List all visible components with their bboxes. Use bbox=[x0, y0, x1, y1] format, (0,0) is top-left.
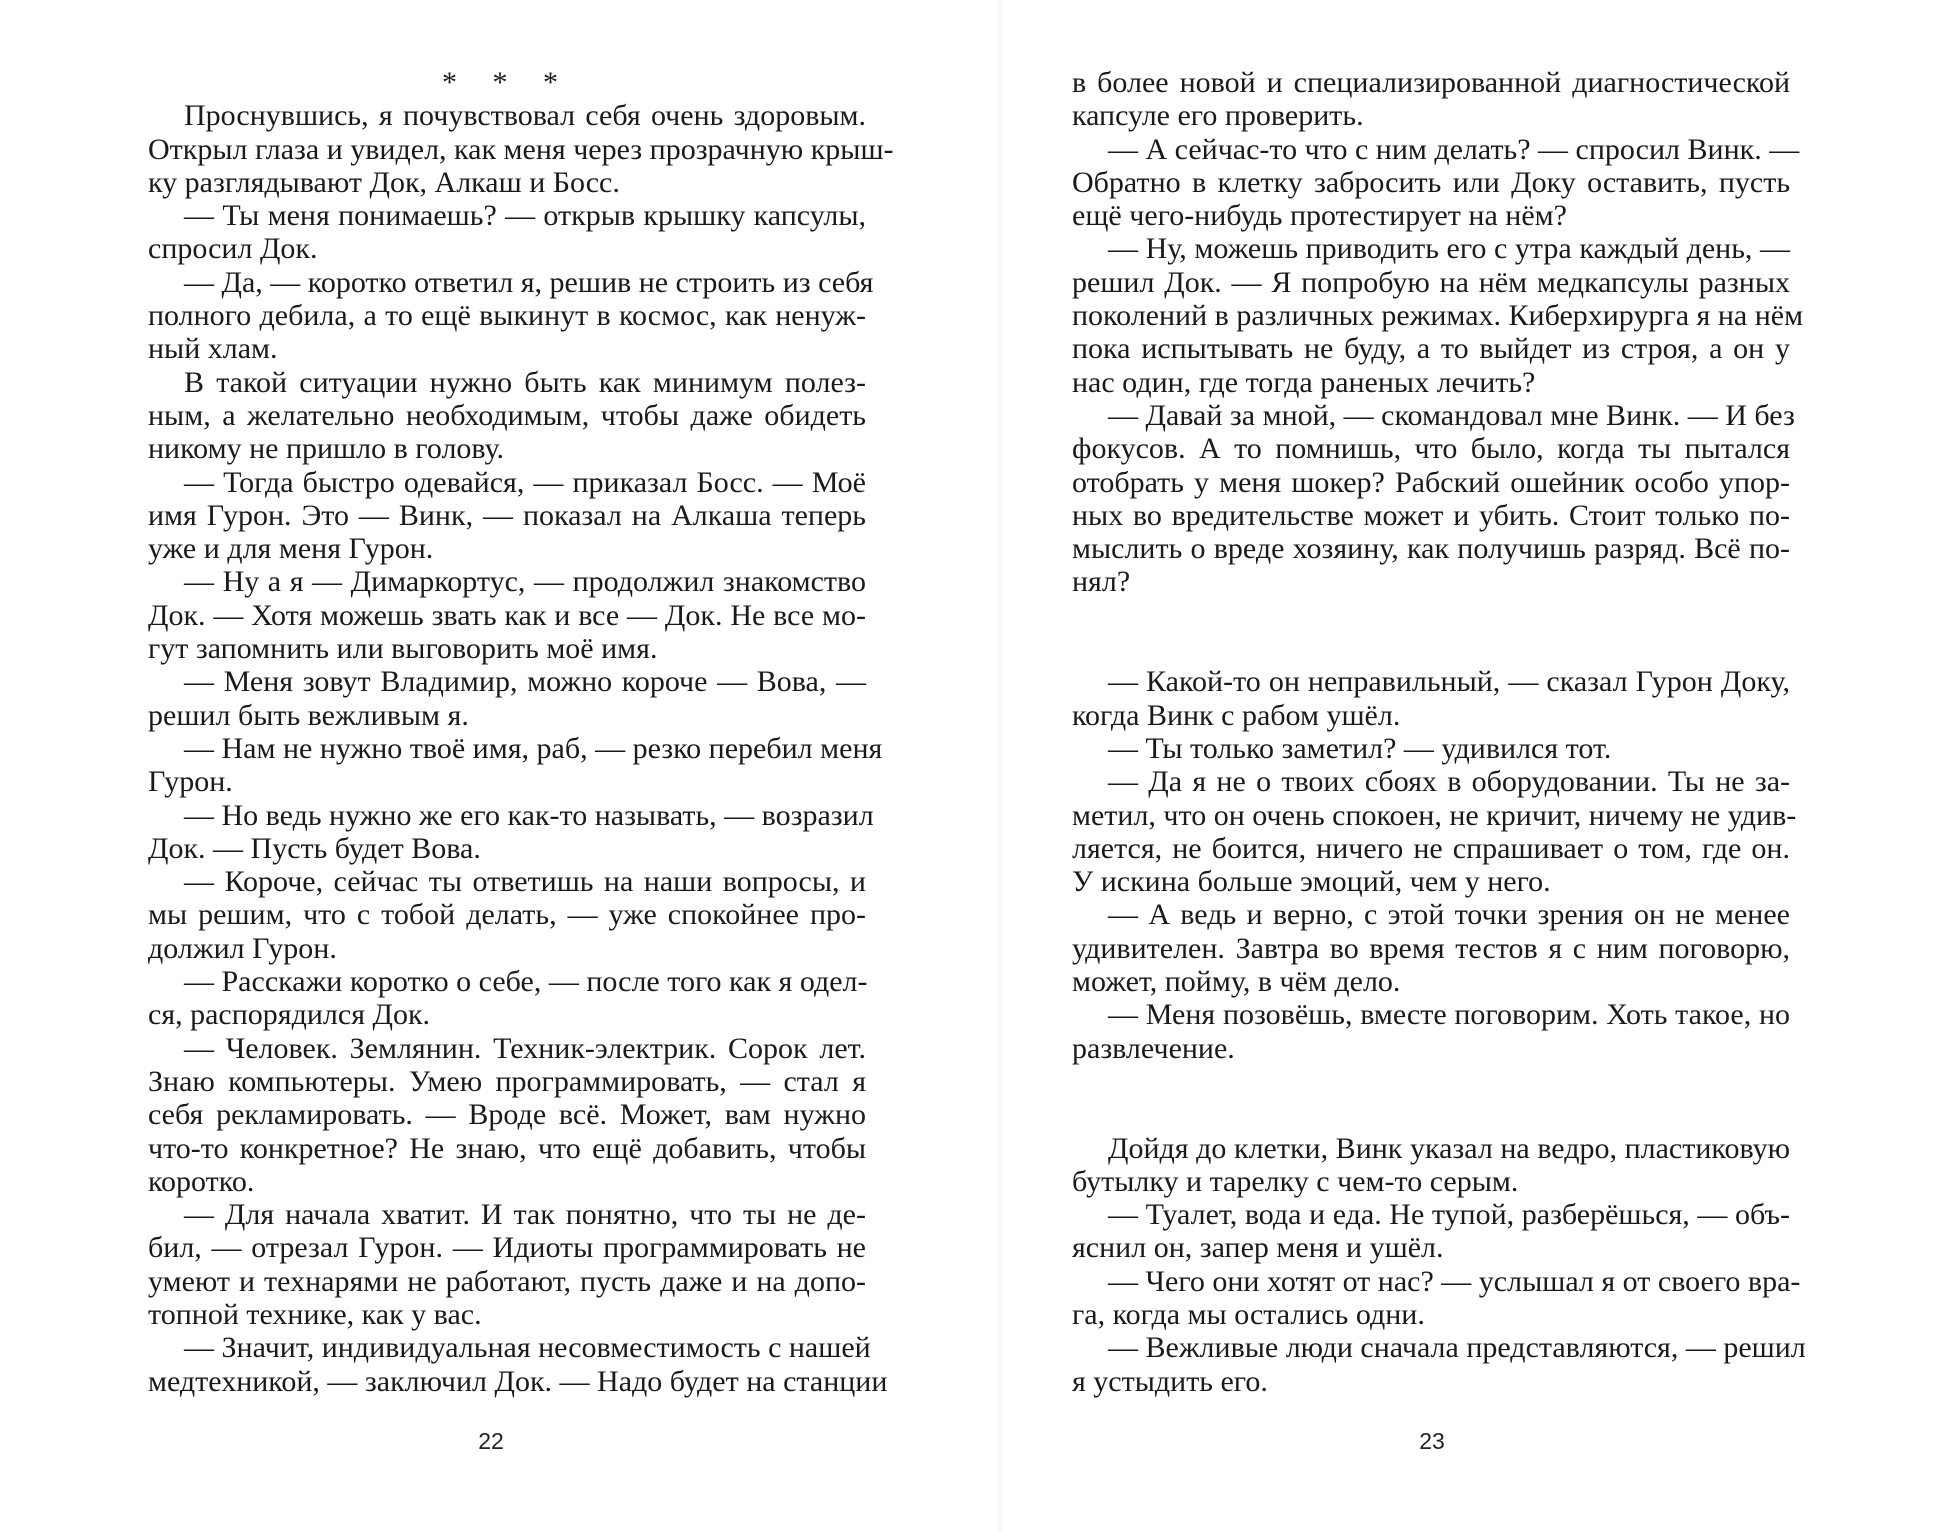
text-line: — Расскажи коротко о себе, — после того как я одел- bbox=[184, 965, 868, 999]
blank-line bbox=[1072, 599, 1790, 632]
text-line: Дойдя до клетки, Винк указал на ведро, пластиковую bbox=[1108, 1131, 1790, 1165]
blank-line bbox=[1072, 1065, 1790, 1098]
text-line: В такой ситуации нужно быть как минимум полез- bbox=[184, 365, 866, 399]
text-line: в более новой и специализированной диагностической bbox=[1072, 66, 1790, 99]
text-line: — Короче, сейчас ты ответишь на наши вопросы, и bbox=[184, 865, 866, 899]
text-line: ку разглядывают Док, Алкаш и Босс. bbox=[148, 165, 620, 199]
text-line: полного дебила, а то ещё выкинут в космос, как ненуж- bbox=[148, 299, 866, 333]
text-line: мы решим, что с тобой делать, — уже спокойнее про- bbox=[148, 898, 866, 932]
text-line: — Да, — коротко ответил я, решив не строить из себя bbox=[184, 265, 874, 299]
text-line: может, пойму, в чём дело. bbox=[1072, 965, 1401, 999]
text-line: — Ты меня понимаешь? — открыв крышку капсулы, bbox=[184, 199, 866, 233]
text-line: Знаю компьютеры. Умею программировать, — стал я bbox=[148, 1064, 866, 1098]
blank-line bbox=[1072, 1098, 1790, 1131]
text-line: когда Винк с рабом ушёл. bbox=[1072, 698, 1401, 732]
text-line: отобрать у меня шокер? Рабский ошейник особо упор- bbox=[1072, 465, 1790, 499]
text-line: пока испытывать не буду, а то выйдет из строя, а он у bbox=[1072, 332, 1790, 366]
text-line: решил Док. — Я попробую на нём медкапсулы разных bbox=[1072, 265, 1790, 299]
text-line: Обратно в клетку забросить или Доку оставить, пусть bbox=[1072, 165, 1790, 199]
text-line: ным, а желательно необходимым, чтобы даже обидеть bbox=[148, 398, 866, 432]
text-line: имя Гурон. Это — Винк, — показал на Алкаша теперь bbox=[148, 498, 866, 532]
text-line: ных во вредительстве может и убить. Стоит только по- bbox=[1072, 498, 1790, 532]
text-line: поколений в различных режимах. Киберхирурга я на нём bbox=[1072, 299, 1804, 333]
text-line: капсуле его проверить. bbox=[1072, 99, 1364, 133]
text-line: — Но ведь нужно же его как-то называть, — возразил bbox=[184, 798, 874, 832]
text-line: — Меня позовёшь, вместе поговорим. Хоть такое, но bbox=[1108, 998, 1790, 1032]
text-line: — Человек. Землянин. Техник-электрик. Сорок лет. bbox=[184, 1031, 866, 1065]
right-page-text bbox=[1072, 66, 1806, 1398]
text-line: фокусов. А то помнишь, что было, когда ты пытался bbox=[1072, 432, 1790, 466]
text-line: бил, — отрезал Гурон. — Идиоты программировать не bbox=[148, 1231, 866, 1265]
text-line: — А сейчас-то что с ним делать? — спросил Винк. — bbox=[1108, 132, 1800, 166]
text-line: — Чего они хотят от нас? — услышал я от своего вра- bbox=[1108, 1264, 1801, 1298]
text-line: — Давай за мной, — скомандовал мне Винк. — И без bbox=[1108, 398, 1795, 432]
text-line: яснил он, запер меня и ушёл. bbox=[1072, 1231, 1444, 1265]
text-line: Проснувшись, я почувствовал себя очень здоровым. bbox=[184, 99, 866, 133]
text-line: решил быть вежливым я. bbox=[148, 698, 469, 732]
text-line: себя рекламировать. — Вроде всё. Может, вам нужно bbox=[148, 1098, 866, 1132]
text-line: метил, что он очень спокоен, не кричит, ничему не удив- bbox=[1072, 798, 1797, 832]
text-line: развлечение. bbox=[1072, 1031, 1235, 1065]
text-line: никому не пришло в голову. bbox=[148, 432, 505, 466]
text-line: — Туалет, вода и еда. Не тупой, разберёшься, — объ- bbox=[1108, 1198, 1790, 1232]
blank-line bbox=[1072, 632, 1790, 665]
text-line: — Значит, индивидуальная несовместимость с нашей bbox=[184, 1331, 871, 1365]
text-line: — Ну, можешь приводить его с утра каждый день, — bbox=[1108, 232, 1790, 266]
text-line: бутылку и тарелку с чем-то серым. bbox=[1072, 1164, 1519, 1198]
text-line: мыслить о вреде хозяину, как получишь разряд. Всё по- bbox=[1072, 532, 1790, 566]
text-line: У искина больше эмоций, чем у него. bbox=[1072, 865, 1551, 899]
text-line: Док. — Пусть будет Вова. bbox=[148, 831, 481, 865]
text-line: я устыдить его. bbox=[1072, 1364, 1268, 1398]
text-line: гут запомнить или выговорить моё имя. bbox=[148, 632, 658, 666]
text-line: — Для начала хватит. И так понятно, что ты не де- bbox=[184, 1198, 866, 1232]
text-line: умеют и технарями не работают, пусть даже и на допо- bbox=[148, 1264, 866, 1298]
text-line: ещё чего-нибудь протестирует на нём? bbox=[1072, 199, 1567, 233]
text-line: га, когда мы остались одни. bbox=[1072, 1297, 1425, 1331]
text-line: ся, распорядился Док. bbox=[148, 998, 431, 1032]
text-line: ный хлам. bbox=[148, 332, 278, 366]
text-line: что-то конкретное? Не знаю, что ещё добавить, чтобы bbox=[148, 1131, 866, 1165]
left-page-text bbox=[148, 66, 894, 1398]
right-page bbox=[1000, 0, 1941, 1532]
text-line: медтехникой, — заключил Док. — Надо будет на станции bbox=[148, 1364, 888, 1398]
text-line: — Вежливые люди сначала представляются, — решил bbox=[1108, 1331, 1806, 1365]
text-line: топной технике, как у вас. bbox=[148, 1297, 482, 1331]
text-line: удивителен. Завтра во время тестов я с ним поговорю, bbox=[1072, 931, 1790, 965]
text-line: — Меня зовут Владимир, можно короче — Вова, — bbox=[184, 665, 866, 699]
text-line: нял? bbox=[1072, 565, 1131, 599]
scene-separator: * * * bbox=[442, 66, 572, 99]
text-line: — Ты только заметил? — удивился тот. bbox=[1108, 731, 1612, 765]
text-line: ляется, не боится, ничего не спрашивает о том, где он. bbox=[1072, 831, 1790, 865]
page-number-left: 22 bbox=[478, 1428, 504, 1454]
text-line: — Ну а я — Димаркортус, — продолжил знакомство bbox=[184, 565, 866, 599]
text-line: — Да я не о твоих сбоях в оборудовании. Ты не за- bbox=[1108, 765, 1790, 799]
text-line: коротко. bbox=[148, 1164, 255, 1198]
text-line: уже и для меня Гурон. bbox=[148, 532, 434, 566]
text-line: Гурон. bbox=[148, 765, 233, 799]
text-line: нас один, где тогда раненых лечить? bbox=[1072, 365, 1536, 399]
text-line: спросил Док. bbox=[148, 232, 318, 266]
page-number-right: 23 bbox=[1419, 1428, 1445, 1454]
text-line: — Тогда быстро одевайся, — приказал Босс. — Моё bbox=[184, 465, 866, 499]
text-line: — Какой-то он неправильный, — сказал Гурон Доку, bbox=[1108, 665, 1790, 699]
text-line: должил Гурон. bbox=[148, 931, 337, 965]
text-line: Док. — Хотя можешь звать как и все — Док. Не все мо- bbox=[148, 598, 866, 632]
text-line: — Нам не нужно твоё имя, раб, — резко перебил меня bbox=[184, 731, 883, 765]
text-line: — А ведь и верно, с этой точки зрения он не менее bbox=[1108, 898, 1790, 932]
text-line: Открыл глаза и увидел, как меня через прозрачную крыш- bbox=[148, 132, 894, 166]
